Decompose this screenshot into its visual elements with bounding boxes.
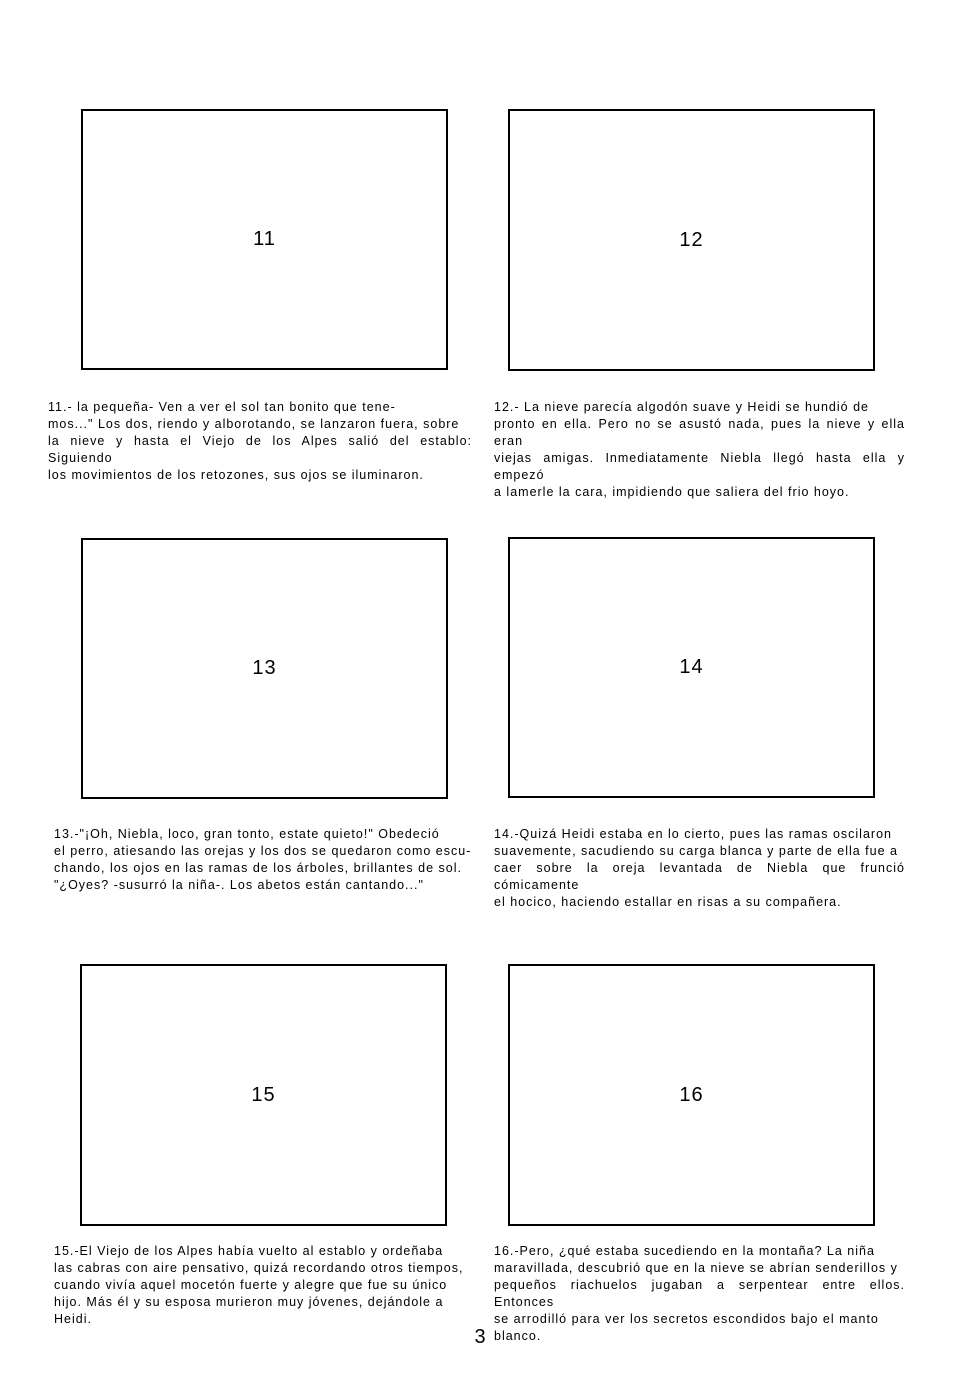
panel-13-caption: 13.-"¡Oh, Niebla, loco, gran tonto, estate quieto!" Obedeció el perro, atiesando las orejas y los dos se quedaron como escu- chando, los ojos en las ramas de los árboles, brillantes de sol. "¿Oyes? -susurró la niña-. Los abetos están cantando..." [54,827,472,892]
panel-11-frame [81,109,448,370]
panel-14-frame [508,537,875,798]
panel-number: 16 [679,1083,704,1106]
panel-number: 13 [252,657,277,679]
panel-15-caption: 15.-El Viejo de los Alpes había vuelto al establo y ordeñaba las cabras con aire pensativo, quizá recordando otros tiempos, cuando vivía aquel mocetón fuerte y alegre que fue su único hijo. Más él y su esposa murieron muy jóvenes, dejándole a Heidi. [54,1244,464,1326]
panel-15-frame [80,964,447,1226]
panel-number: 11 [253,228,276,250]
panel-11-caption: 11.- la pequeña- Ven a ver el sol tan bonito que tene- mos..." Los dos, riendo y alborotando, se lanzaron fuera, sobre la nieve y hasta el Viejo de los Alpes salió del establo: Siguiendo los movimientos de los retozones, sus ojos se iluminaron. [48,400,472,482]
panel-12-caption: 12.- La nieve parecía algodón suave y Heidi se hundió de pronto en ella. Pero no se asustó nada, pues la nieve y ella eran viejas amigas. Inmediatamente Niebla llegó hasta ella y empezó a lamerle la cara, impidiendo que saliera del frio hoyo. [494,400,905,499]
panel-14-caption: 14.-Quizá Heidi estaba en lo cierto, pues las ramas oscilaron suavemente, sacudiendo su carga blanca y parte de ella fue a caer sobre la oreja levantada de Niebla que frunció cómicamente el hocico, haciendo estallar en risas a su compañera. [494,827,905,909]
panel-16-frame [508,964,875,1226]
panel-number: 15 [251,1083,276,1106]
panel-16-caption: 16.-Pero, ¿qué estaba sucediendo en la montaña? La niña maravillada, descubrió que en la nieve se abrían senderillos y pequeños riachuelos jugaban a serpentear entre ellos. Entonces se arrodilló para ver los secretos escondidos bajo el manto blanco. [494,1244,905,1343]
panel-number: 12 [679,228,704,251]
page-number: 3 [474,1326,486,1348]
panel-12-frame [508,109,875,371]
panel-13-frame [81,538,448,799]
panel-number: 14 [679,656,704,678]
